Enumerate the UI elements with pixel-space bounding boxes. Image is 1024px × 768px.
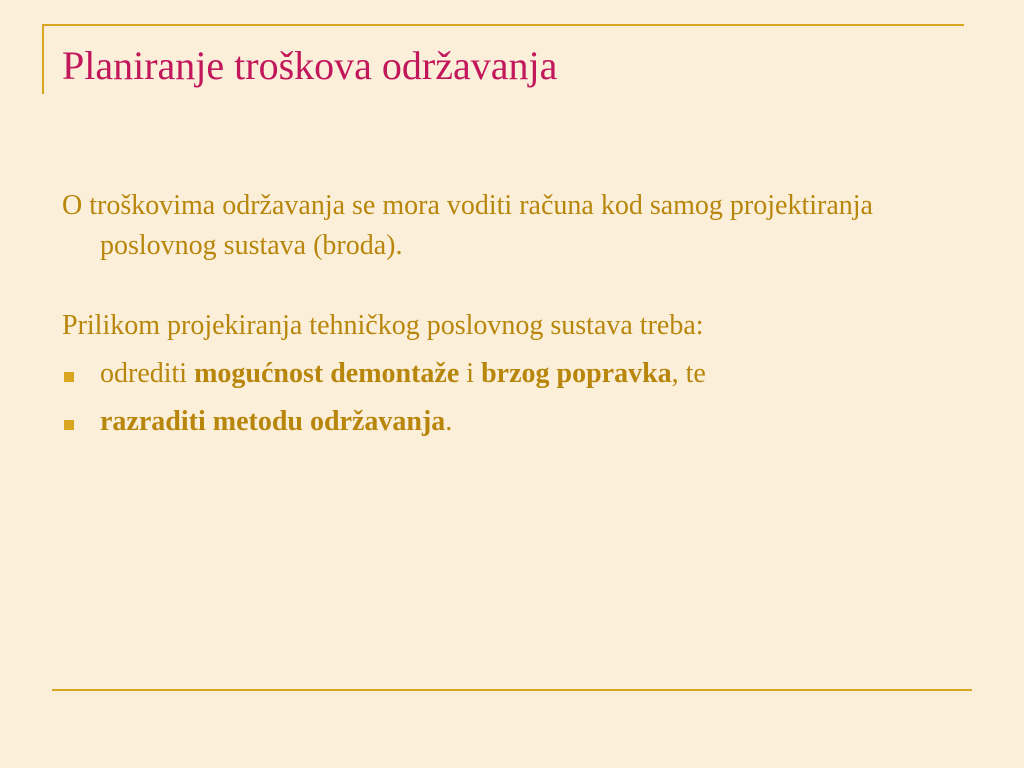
bullet-2-text: .: [445, 406, 453, 437]
bullet-1-text-c: , te: [671, 358, 706, 389]
bullet-item-2: [62, 402, 922, 442]
bullet-2-bold: razraditi metodu održavanja: [100, 406, 446, 437]
bullet-item-1: [62, 354, 922, 394]
paragraph-2: Prilikom projekiranja tehničkog poslovnog sustava treba:: [62, 310, 704, 341]
frame-top-line: [42, 24, 964, 26]
square-bullet-icon: [64, 420, 74, 430]
frame-left-line: [42, 24, 44, 94]
square-bullet-icon: [64, 372, 74, 382]
slide-body: [62, 186, 922, 450]
frame-bottom-line: [52, 689, 972, 691]
paragraph-1: O troškovima održavanja se mora voditi računa kod samog projektiranja poslovnog sustava (broda).: [62, 190, 873, 261]
bullet-1-text-a: odrediti: [100, 358, 195, 389]
bullet-list: [62, 354, 922, 442]
slide-title: Planiranje troškova održavanja: [62, 43, 558, 88]
bullet-1-bold-a: mogućnost demontaže: [194, 358, 460, 389]
bullet-1-text-b: i: [459, 358, 482, 389]
bullet-1-bold-b: brzog popravka: [481, 358, 672, 389]
